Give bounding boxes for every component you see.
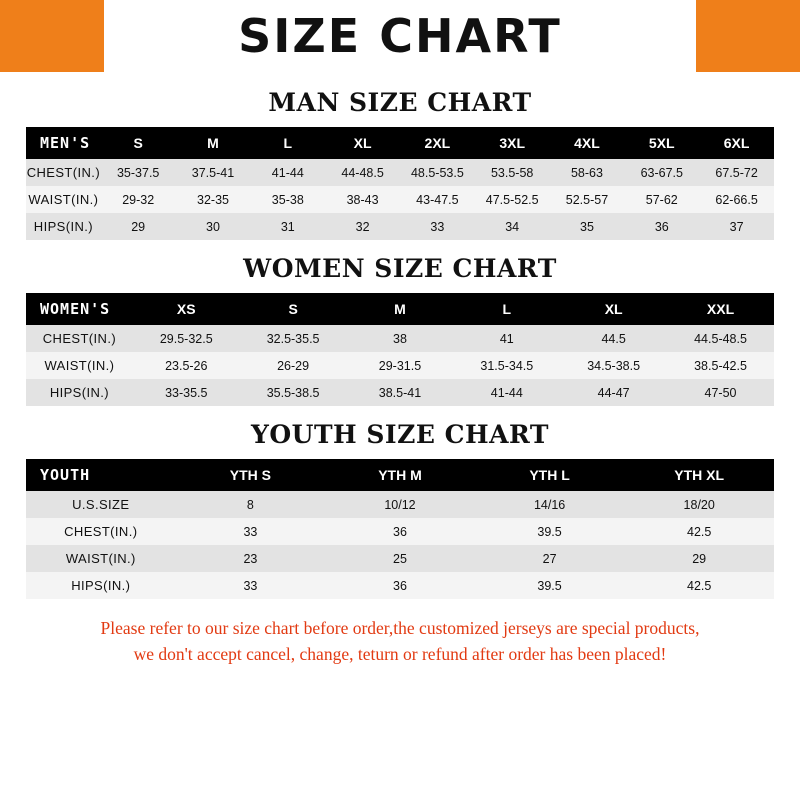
man-waist-m: 32-35 <box>176 186 251 213</box>
man-row-waist-label: WAIST(IN.) <box>26 186 101 213</box>
man-header-xl: XL <box>325 127 400 159</box>
man-chest-3xl: 53.5-58 <box>475 159 550 186</box>
table-row <box>26 213 774 240</box>
banner-right-accent <box>696 0 800 72</box>
man-header-6xl: 6XL <box>699 127 774 159</box>
women-header-xxl: XXL <box>667 293 774 325</box>
women-table-body <box>26 325 774 406</box>
table-row <box>26 518 774 545</box>
women-hips-xl: 44-47 <box>560 379 667 406</box>
women-header-s: S <box>240 293 347 325</box>
women-chest-xl: 44.5 <box>560 325 667 352</box>
table-row <box>26 186 774 213</box>
man-waist-6xl: 62-66.5 <box>699 186 774 213</box>
women-header-xl: XL <box>560 293 667 325</box>
man-chest-2xl: 48.5-53.5 <box>400 159 475 186</box>
man-header-label: MEN'S <box>26 127 101 159</box>
youth-header-s: YTH S <box>176 459 326 491</box>
women-table-head <box>26 293 774 325</box>
man-chest-l: 41-44 <box>250 159 325 186</box>
women-header-label: WOMEN'S <box>26 293 133 325</box>
women-header-xs: XS <box>133 293 240 325</box>
women-chest-m: 38 <box>347 325 454 352</box>
youth-header-m: YTH M <box>325 459 475 491</box>
youth-row-ussize-label: U.S.SIZE <box>26 491 176 518</box>
man-chest-m: 37.5-41 <box>176 159 251 186</box>
man-section-title: MAN SIZE CHART <box>268 88 532 117</box>
table-row <box>26 379 774 406</box>
youth-chest-xl: 42.5 <box>624 518 774 545</box>
youth-row-chest-label: CHEST(IN.) <box>26 518 176 545</box>
table-header-row <box>26 127 774 159</box>
table-row <box>26 572 774 599</box>
women-header-l: L <box>453 293 560 325</box>
table-row <box>26 325 774 352</box>
man-hips-6xl: 37 <box>699 213 774 240</box>
women-hips-s: 35.5-38.5 <box>240 379 347 406</box>
women-hips-xxl: 47-50 <box>667 379 774 406</box>
man-hips-4xl: 35 <box>550 213 625 240</box>
youth-size-table <box>26 459 774 599</box>
women-chest-l: 41 <box>453 325 560 352</box>
man-table-head <box>26 127 774 159</box>
youth-hips-s: 33 <box>176 572 326 599</box>
footer-line-1: Please refer to our size chart before order,the customized jerseys are special products, <box>100 618 700 638</box>
man-waist-xl: 38-43 <box>325 186 400 213</box>
man-waist-5xl: 57-62 <box>624 186 699 213</box>
table-header-row <box>26 459 774 491</box>
women-chest-xxl: 44.5-48.5 <box>667 325 774 352</box>
man-hips-2xl: 33 <box>400 213 475 240</box>
table-row <box>26 159 774 186</box>
women-row-waist-label: WAIST(IN.) <box>26 352 133 379</box>
youth-chest-s: 33 <box>176 518 326 545</box>
chart-content <box>0 88 800 599</box>
youth-waist-xl: 29 <box>624 545 774 572</box>
man-hips-s: 29 <box>101 213 176 240</box>
table-row <box>26 545 774 572</box>
women-waist-s: 26-29 <box>240 352 347 379</box>
man-row-hips-label: HIPS(IN.) <box>26 213 101 240</box>
youth-row-waist-label: WAIST(IN.) <box>26 545 176 572</box>
man-header-4xl: 4XL <box>550 127 625 159</box>
youth-header-l: YTH L <box>475 459 625 491</box>
banner-left-accent <box>0 0 104 72</box>
youth-table-head <box>26 459 774 491</box>
man-header-2xl: 2XL <box>400 127 475 159</box>
women-section-title: WOMEN SIZE CHART <box>243 254 557 283</box>
man-row-chest-label: CHEST(IN.) <box>26 159 101 186</box>
table-row <box>26 491 774 518</box>
man-waist-4xl: 52.5-57 <box>550 186 625 213</box>
man-chest-6xl: 67.5-72 <box>699 159 774 186</box>
women-size-table <box>26 293 774 406</box>
youth-header-xl: YTH XL <box>624 459 774 491</box>
women-row-chest-label: CHEST(IN.) <box>26 325 133 352</box>
youth-ussize-m: 10/12 <box>325 491 475 518</box>
women-waist-xl: 34.5-38.5 <box>560 352 667 379</box>
table-header-row <box>26 293 774 325</box>
man-hips-l: 31 <box>250 213 325 240</box>
man-table-body <box>26 159 774 240</box>
man-hips-5xl: 36 <box>624 213 699 240</box>
women-hips-m: 38.5-41 <box>347 379 454 406</box>
man-waist-3xl: 47.5-52.5 <box>475 186 550 213</box>
women-chest-xs: 29.5-32.5 <box>133 325 240 352</box>
man-waist-2xl: 43-47.5 <box>400 186 475 213</box>
youth-hips-m: 36 <box>325 572 475 599</box>
man-size-table <box>26 127 774 240</box>
youth-waist-s: 23 <box>176 545 326 572</box>
youth-hips-l: 39.5 <box>475 572 625 599</box>
youth-header-label: YOUTH <box>26 459 176 491</box>
youth-waist-l: 27 <box>475 545 625 572</box>
man-hips-xl: 32 <box>325 213 400 240</box>
header-banner <box>0 0 800 72</box>
man-hips-m: 30 <box>176 213 251 240</box>
man-hips-3xl: 34 <box>475 213 550 240</box>
man-chest-xl: 44-48.5 <box>325 159 400 186</box>
page-title: SIZE CHART <box>238 9 562 63</box>
youth-row-hips-label: HIPS(IN.) <box>26 572 176 599</box>
women-chest-s: 32.5-35.5 <box>240 325 347 352</box>
youth-hips-xl: 42.5 <box>624 572 774 599</box>
women-waist-l: 31.5-34.5 <box>453 352 560 379</box>
youth-ussize-s: 8 <box>176 491 326 518</box>
women-row-hips-label: HIPS(IN.) <box>26 379 133 406</box>
man-header-l: L <box>250 127 325 159</box>
man-waist-s: 29-32 <box>101 186 176 213</box>
man-header-s: S <box>101 127 176 159</box>
youth-table-body <box>26 491 774 599</box>
youth-ussize-l: 14/16 <box>475 491 625 518</box>
man-header-5xl: 5XL <box>624 127 699 159</box>
women-waist-xs: 23.5-26 <box>133 352 240 379</box>
man-header-3xl: 3XL <box>475 127 550 159</box>
women-waist-m: 29-31.5 <box>347 352 454 379</box>
women-header-m: M <box>347 293 454 325</box>
women-hips-l: 41-44 <box>453 379 560 406</box>
youth-ussize-xl: 18/20 <box>624 491 774 518</box>
man-chest-4xl: 58-63 <box>550 159 625 186</box>
women-hips-xs: 33-35.5 <box>133 379 240 406</box>
youth-chest-m: 36 <box>325 518 475 545</box>
table-row <box>26 352 774 379</box>
footer-line-2: we don't accept cancel, change, teturn or refund after order has been placed! <box>133 644 667 665</box>
youth-section-title: YOUTH SIZE CHART <box>251 420 549 449</box>
man-waist-l: 35-38 <box>250 186 325 213</box>
man-chest-5xl: 63-67.5 <box>624 159 699 186</box>
women-waist-xxl: 38.5-42.5 <box>667 352 774 379</box>
youth-waist-m: 25 <box>325 545 475 572</box>
footer-note <box>0 615 800 668</box>
man-chest-s: 35-37.5 <box>101 159 176 186</box>
youth-chest-l: 39.5 <box>475 518 625 545</box>
man-header-m: M <box>176 127 251 159</box>
